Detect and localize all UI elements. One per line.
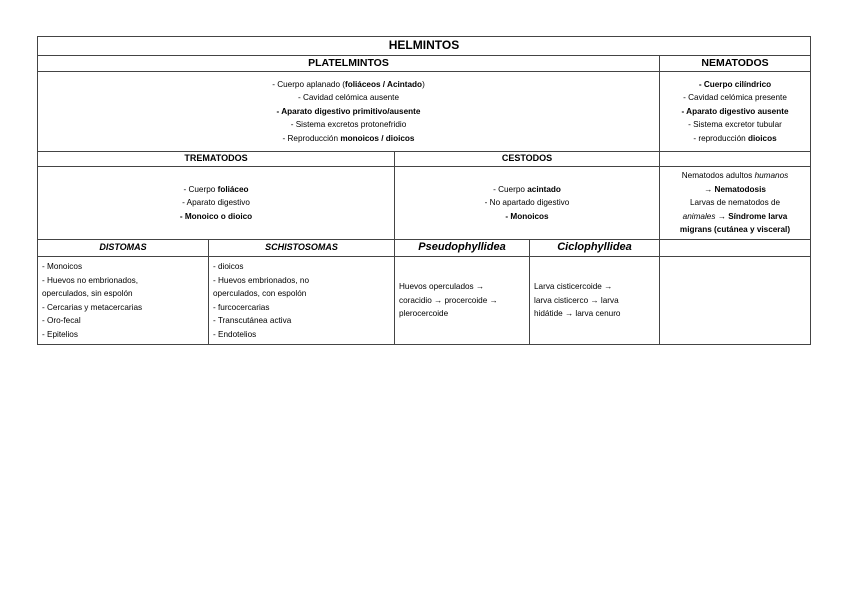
text-line xyxy=(534,280,655,294)
text-run: → xyxy=(715,211,729,221)
distomas-features xyxy=(38,257,209,345)
text-run: plerocercoide xyxy=(399,309,449,319)
text-line xyxy=(664,210,806,224)
text-line xyxy=(42,314,204,328)
text-line xyxy=(664,105,806,119)
text-line xyxy=(213,301,390,315)
text-line xyxy=(664,132,806,146)
text-line xyxy=(664,118,806,132)
text-line xyxy=(399,280,525,294)
text-run: Síndrome larva xyxy=(728,211,788,221)
platelmintos-header: PLATELMINTOS xyxy=(38,56,660,72)
text-run: Larva cisticercoide → xyxy=(534,282,613,292)
text-run: - Monoicos xyxy=(42,262,83,271)
ciclophyllidea-cycle xyxy=(530,257,660,345)
text-run: dioicos xyxy=(747,133,777,143)
text-run: Nematodos adultos xyxy=(681,171,755,181)
text-line xyxy=(399,210,655,224)
text-run: - Reproducción xyxy=(282,133,341,143)
text-line xyxy=(664,169,806,183)
text-run: foliáceos / Acintado xyxy=(345,79,423,89)
text-line xyxy=(664,223,806,237)
text-line xyxy=(42,91,655,105)
text-line xyxy=(42,132,655,146)
text-line xyxy=(534,307,655,321)
text-line xyxy=(664,196,806,210)
text-run: humanos xyxy=(754,171,789,181)
text-line xyxy=(42,301,204,315)
text-run: - Cuerpo cilíndrico xyxy=(698,79,772,89)
text-run: - Cuerpo aplanado ( xyxy=(272,79,346,89)
ciclophyllidea-header: Ciclophyllidea xyxy=(530,240,660,257)
trematodos-features xyxy=(38,167,395,240)
text-line xyxy=(42,183,390,197)
text-run: - Endotelios xyxy=(213,329,257,339)
text-run: - Sistema excretos protonefridio xyxy=(290,120,407,130)
text-run: hidátide → larva cenuro xyxy=(534,309,621,319)
text-run: migrans (cutánea y visceral) xyxy=(679,225,791,235)
text-line xyxy=(213,287,390,301)
schistosomas-header: SCHISTOSOMAS xyxy=(209,240,395,257)
distomas-header: DISTOMAS xyxy=(38,240,209,257)
pseudophyllidea-cycle xyxy=(395,257,530,345)
nematodos-notes xyxy=(660,167,811,240)
text-line xyxy=(42,260,204,274)
empty-cell-body xyxy=(660,257,811,345)
text-line xyxy=(213,274,390,288)
text-line xyxy=(399,294,525,308)
text-line xyxy=(664,91,806,105)
text-line xyxy=(534,294,655,308)
text-run: - Cuerpo xyxy=(493,184,528,194)
text-line xyxy=(42,210,390,224)
text-run: - Cuerpo xyxy=(183,184,218,194)
text-run: Larvas de nematodos de xyxy=(689,198,781,208)
text-run: - dioicos xyxy=(213,262,244,271)
text-run: - Cavidad celómica presente xyxy=(683,93,787,103)
text-run: - Epitelios xyxy=(42,329,78,339)
text-run: - Monoico o dioico xyxy=(179,211,253,221)
schistosomas-features xyxy=(209,257,395,345)
text-run: - Cercarias y metacercarias xyxy=(42,302,143,312)
text-run: larva cisticerco → larva xyxy=(534,295,619,305)
text-run: - Huevos embrionados, no xyxy=(213,275,310,285)
text-line xyxy=(42,196,390,210)
text-run: ) xyxy=(422,79,425,89)
cestodos-header: CESTODOS xyxy=(395,152,660,167)
text-line xyxy=(42,274,204,288)
empty-cell-subheader xyxy=(660,240,811,257)
text-line xyxy=(213,314,390,328)
text-run: - Oro-fecal xyxy=(42,316,81,325)
cestodos-features xyxy=(395,167,660,240)
text-line xyxy=(399,196,655,210)
text-run: monoicos / dioicos xyxy=(340,133,415,143)
text-run: - Aparato digestivo xyxy=(182,198,250,208)
text-line xyxy=(399,183,655,197)
text-line xyxy=(42,287,204,301)
text-line xyxy=(213,328,390,342)
text-run: foliáceo xyxy=(217,184,249,194)
text-run: operculados, con espolón xyxy=(213,289,307,298)
text-run: - Aparato digestivo primitivo/ausente xyxy=(276,106,421,116)
text-line xyxy=(42,78,655,92)
text-line xyxy=(42,118,655,132)
text-run: - reproducción xyxy=(693,133,748,143)
text-line xyxy=(42,328,204,342)
empty-cell-header xyxy=(660,152,811,167)
helmintos-table xyxy=(37,36,811,345)
text-run: → Nematodosis xyxy=(704,184,766,194)
text-line xyxy=(213,260,390,274)
nematodos-header: NEMATODOS xyxy=(660,56,811,72)
text-run: - Aparato digestivo ausente xyxy=(681,106,789,116)
text-run: - Transcutánea activa xyxy=(213,316,292,325)
text-run: - No apartado digestivo xyxy=(484,198,570,208)
text-line xyxy=(399,307,525,321)
text-line xyxy=(42,105,655,119)
platelmintos-features xyxy=(38,72,660,152)
table-title: HELMINTOS xyxy=(38,37,811,56)
text-run: - Cavidad celómica ausente xyxy=(297,93,400,103)
nematodos-features xyxy=(660,72,811,152)
trematodos-header: TREMATODOS xyxy=(38,152,395,167)
text-run: - Monoicos xyxy=(505,211,549,221)
text-line xyxy=(664,183,806,197)
text-line xyxy=(664,78,806,92)
pseudophyllidea-header: Pseudophyllidea xyxy=(395,240,530,257)
text-run: - Huevos no embrionados, xyxy=(42,275,139,285)
text-run: coracidio → procercoide → xyxy=(399,295,498,305)
text-run: - furcocercarias xyxy=(213,302,270,312)
text-run: animales xyxy=(682,211,716,221)
text-run: Huevos operculados → xyxy=(399,282,485,292)
text-run: - Sistema excretor tubular xyxy=(688,120,782,130)
text-run: acintado xyxy=(527,184,561,194)
text-run: operculados, sin espolón xyxy=(42,289,133,298)
